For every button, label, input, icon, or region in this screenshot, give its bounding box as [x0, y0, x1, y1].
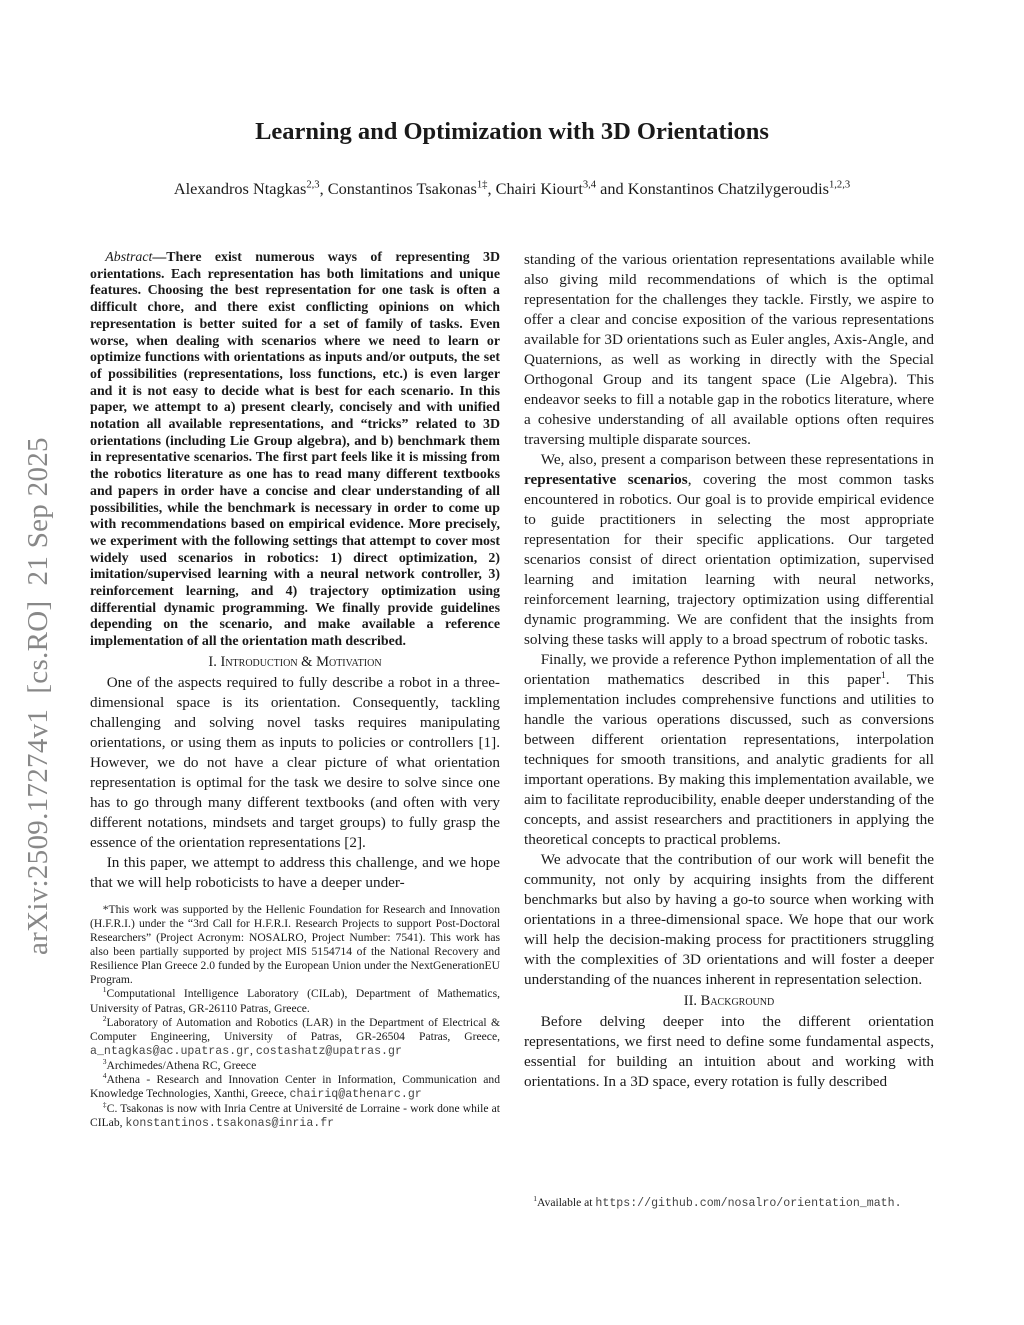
paragraph	[524, 450, 934, 650]
paragraph	[524, 650, 934, 850]
paper-title: Learning and Optimization with 3D Orientations	[255, 118, 769, 145]
email-link[interactable]: chairiq@athenarc.gr	[289, 1088, 422, 1102]
text: , covering the most common tasks encountered in robotics. Our goal is to provide empirical evidence to guide practitioners in selecting the most appropriate representation for their specific applications. Our targeted scenarios consist of direct orientation optimization, supervised learning and imitation learning with neural networks, reinforcement learning, trajectory optimization using differential dynamic programming. We are confident that the insights from solving these tasks will apply to a broad spectrum of robotic tasks.	[524, 471, 935, 648]
paragraph: One of the aspects required to fully describe a robot in a three-dimensional space is its orientation. Consequently, tackling challenging and solving novel tasks requires manipulating orientations, or using them as inputs to policies or controllers [1]. However, we do not have a clear picture of what orientation representation is optimal for the task we desire to solve since one has to go through many different textbooks (and often with very different notations, mindsets and target groups) to fully grasp the essence of the orientation representations [2].	[90, 673, 500, 851]
affiliation-footnote	[90, 1059, 500, 1073]
emphasis: representative scenarios	[524, 471, 688, 488]
separator: ,	[487, 179, 496, 198]
footnote-mark: 2	[102, 1013, 107, 1023]
paragraph: Before delving deeper into the different orientation representations, we first need to define some fundamental aspects, essential for building an intuition about and working with orientations. In a 3D space, every rotation is fully described	[524, 1013, 934, 1090]
footnote-ref[interactable]: 1	[880, 669, 886, 681]
arxiv-identifier: arXiv:2509.17274v1 [cs.RO] 21 Sep 2025	[22, 437, 54, 955]
footnote-mark: 4	[102, 1071, 107, 1081]
abstract-label: Abstract	[105, 250, 153, 265]
paragraph: In this paper, we attempt to address this challenge, and we hope that we will help roboticists to have a deeper under-	[90, 853, 500, 891]
text: . This implementation includes comprehensive functions and utilities to handle the various operations discussed, such as conversions between different orientation representations, interpolation techniques for smooth transitions, and analytic gradients for all important operations. By making this implementation available, we aim to facilitate reproducibility, enable deeper understanding of the concepts, and assist researchers and practitioners in applying the theoretical concepts to practical problems.	[524, 671, 934, 848]
email-link[interactable]: konstantinos.tsakonas@inria.fr	[125, 1117, 335, 1131]
affiliation-mark: 1‡	[476, 179, 488, 191]
right-column	[524, 250, 934, 1092]
separator: and	[596, 179, 628, 198]
footnote-mark: 1	[102, 985, 107, 995]
url-footnote	[524, 1195, 934, 1211]
footnote-text: Archimedes/Athena RC, Greece	[106, 1058, 257, 1072]
affiliation-mark: 3,4	[582, 179, 597, 191]
section-heading-introduction: I. Introduction & Motivation	[208, 653, 382, 670]
email-link[interactable]: a_ntagkas@ac.upatras.gr	[90, 1044, 251, 1058]
paragraph: standing of the various orientation representations available while also giving mild recommendations of which is the optimal representation for the challenges they tackle. Firstly, we aspire to offer a clear and concise exposition of the various representations available for 3D orientations such as Euler angles, Axis-Angle, and Quaternions, as well as working in directly with the Special Orthogonal Group and its tangent space (Lie Algebra). This endeavor seeks to fill a notable gap in the robotics literature, where a cohesive understanding of all available options often requires traversing multiple disparate sources.	[524, 251, 934, 448]
paragraph: We advocate that the contribution of our work will benefit the community, not only by acquiring insights from the different benchmarks but also by having a go-to source when working with orientations in a three-dimensional space. We hope that our work will help the decision-making process for practitioners struggling with the complexities of 3D orientations and will foster a deeper understanding of the nuances inherent in representation selection.	[524, 851, 934, 988]
footnote-mark: 3	[102, 1057, 107, 1067]
separator: ,	[319, 179, 328, 198]
affiliation-footnote: $^2$Laboratory of Automation and Robotics (LAR) in the Department of Electrical & Computer Engineering, University of Patras, GR-26504 Patras, Greece, a_ntagkas@ac.upatras.gr, costashatz@upatras.gr	[90, 1013, 500, 1058]
footnote-text: C. Tsakonas is now with Inria Centre at Université de Lorraine - work done while at CILab,	[90, 1102, 501, 1130]
text: Finally, we provide a reference Python implementation of all the orientation mathematics described in this paper	[524, 651, 934, 688]
author: Konstantinos Chatzilygeroudis	[627, 179, 829, 198]
abstract-dash: —	[152, 250, 167, 265]
footnote-text: Laboratory of Automation and Robotics (LAR) in the Department of Electrical & Computer Engineering, University of Patras, GR-26504 Patras, Greece,	[90, 1015, 500, 1043]
author: Alexandros Ntagkas	[173, 179, 307, 198]
footnote-text: Athena - Research and Innovation Center in Information, Communication and Knowledge Technologies, Xanthi, Greece,	[90, 1073, 500, 1101]
email-link[interactable]: costashatz@upatras.gr	[255, 1044, 402, 1058]
abstract-text: There exist numerous ways of representing 3D orientations. Each representation has both limitations and unique features. Choosing the best representation for one task is often a difficult chore, and there exist conflicting opinions on which representation is better suited for a set of family of tasks. Even worse, when dealing with scenarios where we need to learn or optimize functions with orientations as inputs and/or outputs, the set of possibilities (representations, loss functions, etc.) is even larger and it is not easy to decide what is best for each scenario. In this paper, we attempt to a) present clearly, concisely and with unified notation all available representations, and “tricks” related to 3D orientations (including Lie Group algebra), and b) benchmark them in representative scenarios. The first part feels like it is missing from the robotics literature as one has to read many different textbooks and papers in order have a concise and clear understanding of all possibilities, while the benchmark is necessary in order to come up with recommendations based on empirical evidence. More precisely, we experiment with the following settings that attempt to cover most widely used scenarios in robotics: 1) direct optimization, 2) imitation/supervised learning with a neural network controller, 3) reinforcement learning, and 4) trajectory optimization using differential dynamic programming. We finally provide guidelines depending on the scenario, and make available a reference implementation of all the orientation math described.	[90, 250, 500, 650]
author-list	[0, 179, 1024, 199]
abstract	[90, 250, 500, 651]
affiliation-footnote	[90, 1073, 500, 1102]
section-heading-background: II. Background	[683, 993, 775, 1009]
affiliation-footnote	[90, 987, 500, 1015]
affiliation-mark: 1,2,3	[829, 179, 851, 191]
footnote-mark: ‡	[102, 1100, 107, 1110]
author: Chairi Kiourt	[495, 179, 583, 198]
text: We, also, present a comparison between these representations in	[540, 451, 934, 468]
author: Constantinos Tsakonas	[327, 179, 477, 198]
footnote-text: Computational Intelligence Laboratory (CILab), Department of Mathematics, University of Patras, GR-26110 Patras, Greece.	[90, 987, 500, 1015]
affiliation-footnote	[90, 1102, 500, 1131]
repo-link[interactable]: https://github.com/nosalro/orientation_math.	[595, 1197, 902, 1210]
footnote-text: Available at	[537, 1196, 596, 1209]
funding-footnote: *This work was supported by the Hellenic Foundation for Research and Innovation (H.F.R.I.) under the “3rd Call for H.F.R.I. Research Projects to support Post-Doctoral Researchers” (Project Acronym: NOSALRO, Project Number: 7541). This work has also been partially supported by project MIS 5154714 of the National Recovery and Resilience Plan Greece 2.0 funded by the European Union under the NextGenerationEU Program.	[90, 902, 500, 987]
footnote-mark: 1	[533, 1194, 538, 1204]
affiliation-mark: 2,3	[306, 179, 320, 191]
left-column	[90, 250, 500, 1131]
